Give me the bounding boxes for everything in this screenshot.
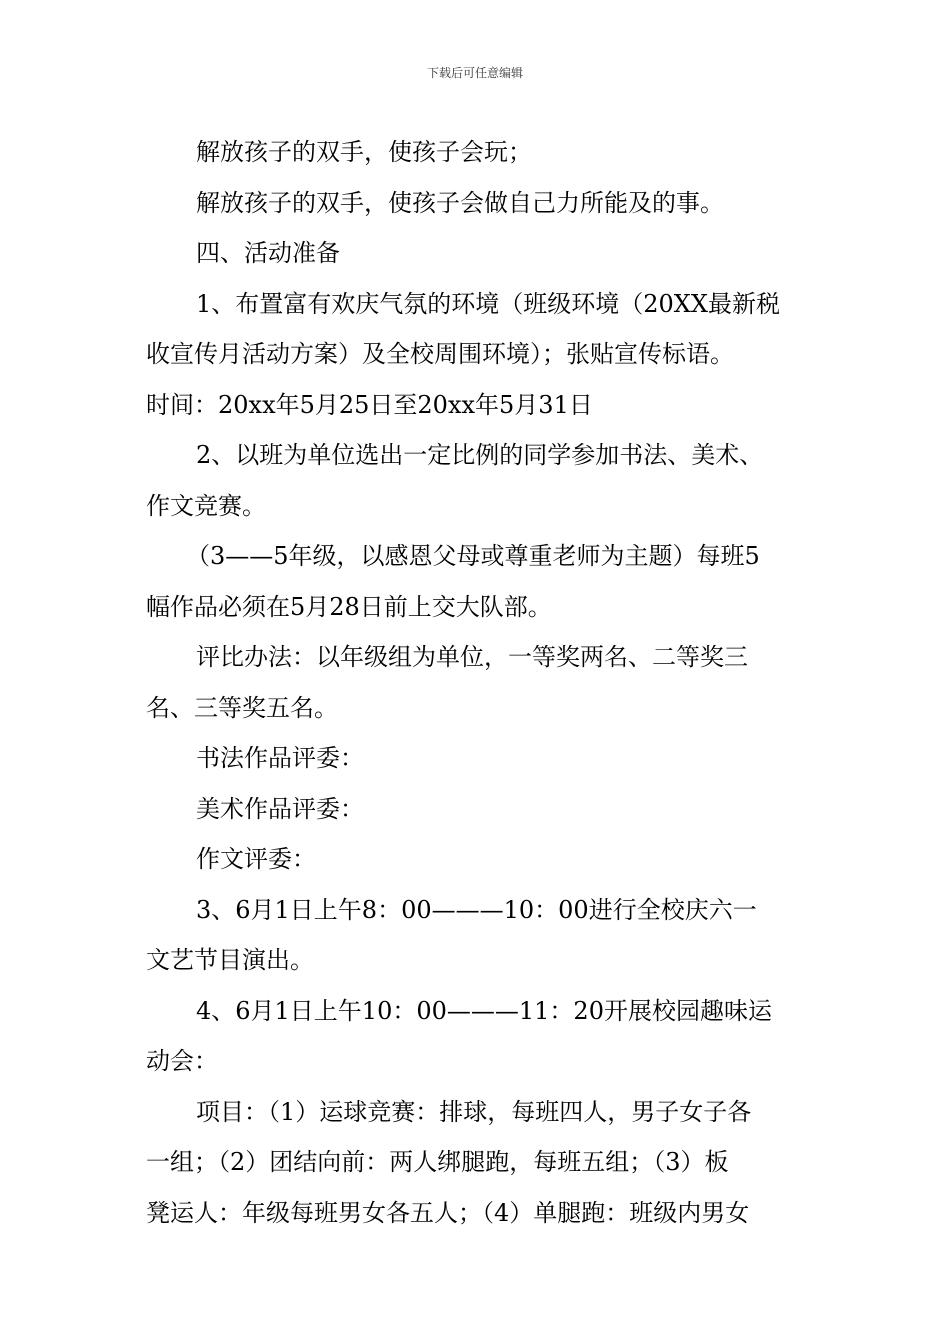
- paragraph-line: 动会：: [146, 1047, 218, 1075]
- paragraph-line: 1、布置富有欢庆气氛的环境（班级环境（20XX最新税: [196, 289, 780, 318]
- paragraph-line: 项目：（1）运球竞赛：排球，每班四人，男子女子各: [196, 1097, 752, 1126]
- paragraph-line: 解放孩子的双手，使孩子会玩；: [196, 138, 532, 166]
- document-body: [146, 127, 810, 1238]
- paragraph-line: 2、以班为单位选出一定比例的同学参加书法、美术、: [196, 441, 764, 469]
- paragraph-line: 作文竞赛。: [146, 491, 266, 520]
- section-heading: 四、活动准备: [196, 239, 340, 267]
- paragraph-line: 凳运人：年级每班男女各五人；（4）单腿跑：班级内男女: [146, 1198, 750, 1227]
- paragraph-line: 评比办法：以年级组为单位，一等奖两名、二等奖三: [196, 643, 748, 671]
- paragraph-line: （3——5年级，以感恩父母或尊重老师为主题）每班5: [186, 542, 760, 570]
- paragraph-line: 作文评委：: [196, 845, 316, 873]
- paragraph-line: 收宣传月活动方案）及全校周围环境）；张贴宣传标语。: [146, 340, 734, 368]
- paragraph-line: 解放孩子的双手，使孩子会做自己力所能及的事。: [196, 188, 724, 217]
- paragraph-line: 幅作品必须在5月28日前上交大队部。: [146, 592, 552, 621]
- paragraph-line: 文艺节目演出。: [146, 946, 314, 974]
- paragraph-line: 3、6月1日上午8：00———10：00进行全校庆六一: [196, 895, 757, 924]
- paragraph-line: 4、6月1日上午10：00———11：20开展校园趣味运: [196, 996, 772, 1025]
- page-header: 下载后可任意编辑: [426, 66, 523, 80]
- paragraph-line: 一组；（2）团结向前：两人绑腿跑，每班五组；（3）板: [146, 1148, 729, 1176]
- paragraph-line: 美术作品评委：: [196, 794, 364, 823]
- paragraph-line: 时间：20xx年5月25日至20xx年5月31日: [146, 390, 593, 419]
- paragraph-line: 名、三等奖五名。: [146, 693, 338, 722]
- paragraph-line: 书法作品评委：: [196, 744, 364, 772]
